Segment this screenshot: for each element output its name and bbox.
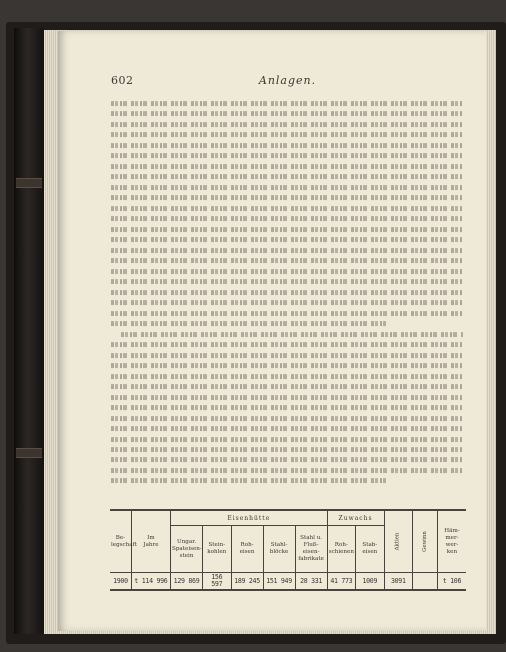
table-cell: 151 949 (263, 573, 295, 591)
col-header-stabeisen: Stab- eisen (356, 526, 384, 573)
col-header-stahlbloecke: Stahl- blöcke (263, 526, 295, 573)
table-cell: 28 331 (295, 573, 327, 591)
col-header-rohschienen: Roh- schienen (327, 526, 355, 573)
table-cell: t 106 (437, 573, 466, 591)
book-spine (14, 28, 44, 634)
running-head: Anlagen. (258, 74, 317, 87)
col-header-gewinn: Gewinn (413, 510, 438, 573)
col-header-aktien: Aktien (384, 510, 412, 573)
page-header (111, 74, 464, 90)
book-page (58, 31, 486, 631)
table-cell: 1900 (110, 573, 131, 591)
body-text (111, 99, 463, 501)
col-header-steinkohlen: Stein- kohlen (203, 526, 231, 573)
table-cell: 129 869 (171, 573, 203, 591)
table-cell: 156 597 (203, 573, 231, 591)
col-header-haemmerwerken: Häm- mer- wer- ken (437, 510, 466, 573)
col-header-belegschaft: Be- legschaft (110, 510, 131, 573)
table-cell: t 114 996 (131, 573, 170, 591)
table-cell: 3091 (384, 573, 412, 591)
text-lines (111, 99, 463, 486)
col-header-roheisen: Roh- eisen (231, 526, 263, 573)
page-number: 602 (111, 74, 134, 87)
col-header-flusseisen: Stahl u. Fluß- eisen- fabrikate (295, 526, 327, 573)
col-header-year: Im Jahre (131, 510, 170, 573)
group-header-zuwachs: Zuwachs (327, 510, 384, 526)
col-header-spateisenstein: Ungar. Spateisen- stein (171, 526, 203, 573)
production-table (110, 509, 466, 591)
table-cell: 189 245 (231, 573, 263, 591)
group-header-eisenhuette: Eisenhütte (171, 510, 328, 526)
table-row (110, 573, 466, 591)
table-cell (413, 573, 438, 591)
table-cell: 1009 (356, 573, 384, 591)
spine-band (16, 448, 42, 458)
spine-band (16, 178, 42, 188)
table-cell: 41 773 (327, 573, 355, 591)
